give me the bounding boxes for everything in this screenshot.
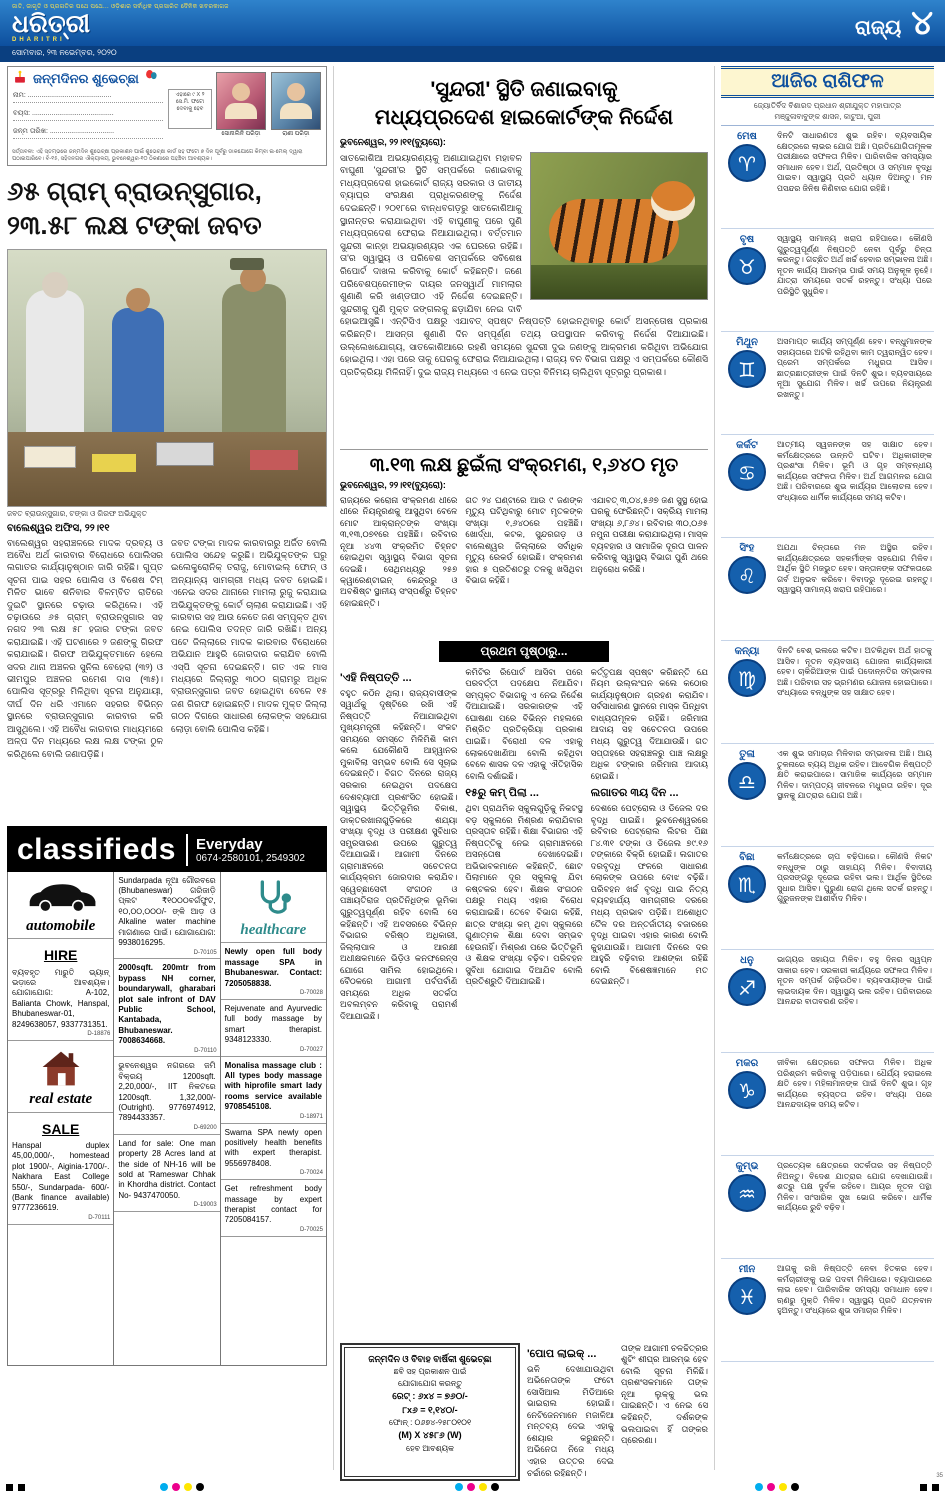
birthday-fine-print: ସର୍ତ୍ତାବଳୀ: ଏହି ସ୍ତମ୍ଭରେ ଜନ୍ମଦିନ ଶୁଭେଚ୍ଛା ପ୍ରକାଶନ ପାଇଁ ଶୁଭେଚ୍ଛା କାର୍ଡ ସହ ଫଟୋ ୭ ଦିନ ପୂର୍ବରୁ ଡାକଯୋଗେ କିମ୍ବା ଇ-ମେଲ୍ ଦ୍ୱାରା ପଠାଇପାରିବେ। ବି-୧୫, ସହିଦନଗର ଐକ୍ୟାଳୟ, ଭୁବନେଶ୍ୱର-୧୦ ଠିକଣାରେ ପହଞ୍ଚିବା ଆବଶ୍ୟକ।	[12, 149, 303, 163]
continued-columns	[340, 667, 708, 1339]
sign-forecast: ଭାଗ୍ୟର ସହାୟତା ମିଳିବ। ବହୁ ଦିନର ସ୍ୱପ୍ନ ସାକାର ହେବ। ସରକାରୀ କାର୍ଯ୍ୟରେ ସଫଳତା ମିଳିବ। ନୂତନ ସମ୍ପର୍କ ଗଢ଼ିଉଠିବ। ବ୍ୟବସାୟୀଙ୍କ ପାଇଁ ଲାଭଦାୟକ ଦିନ। ସ୍ୱାସ୍ଥ୍ୟ ଭଲ ରହିବ। ପରିବାରରେ ଆନନ୍ଦର ବାତାବରଣ ରହିବ।	[777, 955, 932, 1007]
horoscope-credit	[721, 98, 934, 126]
hire-ad	[8, 939, 113, 1041]
covid-col2: ଗତ ୨୪ ଘଣ୍ଟାରେ ଆଉ ୯ ଜଣଙ୍କ ମୃତ୍ୟୁ ଘଟିଥିବାରୁ ମୋଟ ମୃତକଙ୍କ ସଂଖ୍ୟା ୧,୬୪୦ରେ ପହଞ୍ଚିଛି। ଖୋର୍ଦ୍ଧା, କଟକ, ସୁନ୍ଦରଗଡ଼ ଓ ବାଲେଶ୍ୱର ଜିଲ୍ଲାରେ ସର୍ବାଧିକ ମୃତ୍ୟୁ ରେକର୍ଡ ହୋଇଛି। ସଂକ୍ରମଣ ହାର ୫ ପ୍ରତିଶତରୁ ତଳକୁ ଖସିଥିବା ବିଭାଗ କହିଛି।	[465, 494, 583, 585]
masthead-tagline: ଜାତି, ଜାଗୃତି ଓ ପ୍ରଗତିର ପଥେ ପଥେ... ଓଡ଼ିଶାର ସର୍ବାଧିକ ପ୍ରସାରିତ ଦୈନିକ ଖବରକାଗଜ	[12, 3, 229, 10]
covid-headline: ୩.୧୩ ଲକ୍ଷ ଛୁଇଁଲା ସଂକ୍ରମଣ, ୧,୬୪୦ ମୃତ	[369, 454, 679, 476]
ad-code: D-70105	[193, 949, 217, 956]
ad-text: ଭୁବନେଶ୍ୱର ନଗରରେ ଜମି ବିକ୍ରୟ 1200sqft. 2,20,000/-, IIT ନିକଟରେ 1200sqft. 1,32,000/- (Outright). 9776974912, 7894433357.	[118, 1061, 216, 1123]
cancer-icon: ♋	[728, 453, 766, 491]
horoscope-entry-capricorn	[721, 1053, 934, 1156]
leo-icon: ♌	[728, 556, 766, 594]
healthcare-ad-4	[221, 1124, 326, 1181]
continued-body-b1: କମିଟିର ରିପୋର୍ଟ ଆସିବା ପରେ ପରବର୍ତ୍ତୀ ପଦକ୍ଷେପ ନିଆଯିବ। ସମ୍ପୃକ୍ତ ବିଭାଗକୁ ଏ ନେଇ ନିର୍ଦ୍ଦେଶ ଦିଆଯାଇଛି। ସରକାରଙ୍କ ଏହି ଘୋଷଣା ପରେ ବିଭିନ୍ନ ମହଲରେ ମିଶ୍ରିତ ପ୍ରତିକ୍ରିୟା ପ୍ରକାଶ ପାଇଛି। ବିରୋଧୀ ଦଳ ଏହାକୁ ଲୋକଦେଖାଣିଆ ବୋଲି କହିଥିବା ବେଳେ ଶାସକ ଦଳ ଏହାକୁ ଐତିହାସିକ ବୋଲି ଦର୍ଶାଇଛି।	[465, 666, 583, 781]
sign-forecast: ଆତ୍ମୀୟ ସ୍ୱଜନଙ୍କ ସହ ସାକ୍ଷାତ ହେବ। କର୍ମକ୍ଷେତ୍ରରେ ଉନ୍ନତି ଘଟିବ। ଅଧିକାରୀଙ୍କ ପ୍ରଶଂସା ମିଳିବ। ଭୂମି ଓ ଗୃହ ସମ୍ବନ୍ଧୀୟ କାର୍ଯ୍ୟରେ ସଫଳତା ମିଳିବ। ଅର୍ଥ ଆଗମନର ଯୋଗ ଅଛି। ପରିବାରରେ ଶୁଭ କାର୍ଯ୍ୟର ଆଲୋଚନା ହେବ। ସଂଧ୍ୟାରେ ଧାର୍ମିକ କାର୍ଯ୍ୟରେ ସମୟ କଟିବ।	[777, 440, 932, 502]
tiger-headline-line2: ମଧ୍ୟପ୍ରଦେଶ ହାଇକୋର୍ଟଙ୍କ ନିର୍ଦ୍ଦେଶ	[374, 106, 674, 130]
ad-text: Swarna SPA newly open positively health benefits with expert therapist. 9556978408.	[224, 1127, 322, 1168]
sign-name: କୁମ୍ଭ	[735, 1161, 759, 1172]
healthcare-category	[221, 872, 326, 944]
ad-code: D-70025	[299, 1226, 323, 1233]
classifieds-everyday: Everyday	[195, 835, 263, 853]
birthday-wishes-box	[7, 66, 327, 166]
healthcare-ad-2	[221, 1000, 326, 1057]
cmyk-dots	[455, 1483, 499, 1491]
balloon-icon	[145, 70, 157, 87]
capricorn-icon: ♑	[728, 1071, 766, 1109]
classifieds-col-property	[114, 872, 220, 1365]
lead-headline	[7, 175, 327, 243]
sign-forecast: ଏକ ଶୁଭ ସମାଚାର ମିଳିବାର ସମ୍ଭାବନା ଅଛି। ଆୟ ତୁଳନାରେ ବ୍ୟୟ ଅଧିକ ରହିବ। ଆବେଗିକ ନିଷ୍ପତ୍ତି କ୍ଷତି କରାଇପାରେ। ସାମାଜିକ କାର୍ଯ୍ୟରେ ସମ୍ମାନ ମିଳିବ। ଦାମ୍ପତ୍ୟ ଜୀବନରେ ମଧୁରତା ରହିବ। ଦୂର ସ୍ଥାନକୁ ଯାତ୍ରାର ଯୋଗ ଅଛି।	[777, 749, 932, 801]
property-ad-2	[114, 959, 219, 1057]
horoscope-entry-cancer	[721, 435, 934, 538]
horoscope-entry-virgo	[721, 641, 934, 744]
birthday-field-name: ନାମ: ...........................................	[13, 92, 163, 103]
sale-label: SALE	[41, 1120, 80, 1137]
page-number: ୪	[911, 4, 933, 42]
center-column	[333, 66, 715, 1478]
taurus-icon: ♉	[728, 247, 766, 285]
notice-line: ଫୋନ୍ : ୦୬୭୪-୨୫୮୦୧୦୧	[388, 1418, 472, 1428]
continued-head-b: ୧୫ରୁ କମ୍ ପିଲା ...	[465, 787, 539, 800]
classifieds-banner	[7, 828, 327, 872]
newspaper-logo: ଧରିତ୍ରୀ	[12, 9, 91, 38]
virgo-icon: ♍	[728, 659, 766, 697]
birthday-photo-1-image	[216, 72, 266, 130]
continued-body-bottom1: ଭଳି ଦେଖାଯାଉଥିବା ଅଭିନେତାଙ୍କ ଫଟୋ ସୋସିଆଲ ମିଡିଆରେ ଭାଇରାଲ ହୋଇଛି। ନେଟିଜେନମାନେ ମଜାଳିଆ ମନ୍ତବ୍ୟ ଦେଇ ଏହାକୁ ଶେୟାର କରୁଛନ୍ତି। ଅଭିନେତା ନିଜେ ମଧ୍ୟ ଏହାର ଉତ୍ତର ଦେଇ ଚର୍ଚ୍ଚାରେ ରହିଛନ୍ତି।	[527, 1363, 614, 1478]
sign-forecast: କର୍ମକ୍ଷେତ୍ରରେ ଚାପ ବଢ଼ିପାରେ। କୌଣସି ନିକଟ ବନ୍ଧୁଙ୍କ ଠାରୁ ସାହାଯ୍ୟ ମିଳିବ। ବିବାଦୀୟ ପ୍ରସଙ୍ଗରୁ ଦୂରେଇ ରହିବା ଭଲ। ଆର୍ଥିକ ସ୍ଥିତିରେ ସୁଧାର ଆସିବ। ପୁରୁଣା ରୋଗ ଥିଲେ ସତର୍କ ରହନ୍ତୁ। ଗୁରୁଜନଙ୍କ ଆଶୀର୍ବାଦ ମିଳିବ।	[777, 852, 932, 904]
divider	[340, 449, 708, 450]
classifieds-title: classifieds	[17, 832, 176, 866]
continued-head-c: ଲଗାତର ୩ୟ ଦିନ ...	[590, 787, 679, 800]
birthday-photos	[216, 72, 321, 138]
sale-ad-text: Hanspal duplex 45,00,000/-, homestead plot 1900/-, Aiginia-1700/-. Nakhara East College 550/-, Sundarpada- 600/- (Bank finance available) 9777236619.	[12, 1141, 110, 1213]
reg-square	[920, 1484, 927, 1491]
hire-ad-text: ବ୍ୟବହୃତ ମାରୁତି ଭ୍ୟାନ୍ ଭଡ଼ାରେ ଆବଶ୍ୟକ। ଯୋଗାଯୋଗ: A-102, Balianta Chowk, Hanspal, Bhubaneswar-01, 8249638057, 9337731351.	[12, 967, 110, 1029]
sign-forecast: ଦିନଟି ବେଶ୍ ଭଲରେ କଟିବ। ଅଟକିଥିବା ଅର୍ଥ ହାତକୁ ଆସିବ। ନୂତନ ବ୍ୟବସାୟ ଯୋଜନା କାର୍ଯ୍ୟକାରୀ ହେବ। ଚାକିରିଆଙ୍କ ପାଇଁ ପଦୋନ୍ନତିର ସମ୍ଭାବନା ଅଛି। ପରିବାର ସହ ଭ୍ରମଣର ଯୋଜନା ହୋଇପାରେ। ସଂଧ୍ୟାରେ ବନ୍ଧୁଙ୍କ ସହ ସାକ୍ଷାତ ହେବ।	[777, 646, 932, 698]
birthday-field-age: ବୟସ: ..........................................	[13, 110, 163, 121]
healthcare-label: healthcare	[240, 921, 307, 938]
horoscope-entry-leo	[721, 538, 934, 641]
automobile-category	[8, 872, 113, 940]
notice-line: ରେଟ୍ : ୬x୪ = ୭୬୦/-	[392, 1391, 468, 1402]
notice-line: ଯୋଗାଯୋଗ କରନ୍ତୁ	[397, 1379, 463, 1389]
horoscope-entry-aquarius	[721, 1156, 934, 1259]
reg-square	[932, 1484, 939, 1491]
birthday-photo-1-name: ସୋନାଲିନି ପରିଡ଼ା	[221, 131, 261, 137]
ad-code: D-69200	[193, 1125, 217, 1131]
continued-body-c1: କର୍ତ୍ତୃପକ୍ଷ ସ୍ପଷ୍ଟ କରିଛନ୍ତି ଯେ ନିୟମ ଉଲ୍ଲଂଘନ କଲେ କଠୋର କାର୍ଯ୍ୟାନୁଷ୍ଠାନ ଗ୍ରହଣ କରାଯିବ। ସର୍ବସାଧାରଣ ସ୍ଥାନରେ ମାସ୍କ ପିନ୍ଧିବା ବାଧ୍ୟତାମୂଳକ ରହିଛି। ଜରିମାନା ଆଦାୟ ସହ ସଚେତନତା ଉପରେ ମଧ୍ୟ ଗୁରୁତ୍ୱ ଦିଆଯାଉଛି। ଗତ ସପ୍ତାହରେ ସହରାଞ୍ଚଳରୁ ପାଞ୍ଚ ଲକ୍ଷରୁ ଅଧିକ ଟଙ୍କାର ଜରିମାନା ଆଦାୟ ହୋଇଛି।	[590, 666, 708, 781]
lead-photo-caption: ଜବତ ବ୍ରାଉନ୍‌ସୁଗାର, ଟଙ୍କା ଓ ଗିରଫ ଅଭିଯୁକ୍ତ	[7, 508, 147, 518]
sign-name: ମିଥୁନ	[736, 337, 758, 348]
classifieds-col-healthcare	[221, 872, 326, 1365]
left-column	[7, 66, 327, 1470]
tiger-photo	[530, 152, 708, 300]
covid-body	[340, 495, 708, 635]
masthead-right	[855, 6, 933, 40]
press-page-code: 35	[936, 1473, 943, 1479]
lead-body-col2: ଜବତ ଟଙ୍କା ମାଦକ କାରବାରରୁ ଅର୍ଜିତ ବୋଲି ପୋଲିସ ସନ୍ଦେହ କରୁଛି। ଅଭିଯୁକ୍ତଙ୍କ ଘରୁ ଇଲେକ୍ଟ୍ରୋନିକ୍ ତରାଜୁ, ମୋବାଇଲ୍ ଫୋନ୍ ଓ ଅନ୍ୟାନ୍ୟ ସାମଗ୍ରୀ ମଧ୍ୟ ଜବତ ହୋଇଛି। ଏନେଇ ସଦର ଥାନାରେ ମାମଲା ରୁଜୁ କରାଯାଇ ଅଭିଯୁକ୍ତଙ୍କୁ କୋର୍ଟ ଚାଲାଣ କରାଯାଇଛି। ଏହି କାରବାର ସହ ଆଉ କେତେ ଜଣ ସମ୍ପୃକ୍ତ ଥିବା ନେଇ ପୋଲିସ ତଦନ୍ତ ଜାରି ରଖିଛି। ଅନ୍ୟ ପଟେ ଜିଲ୍ଲାରେ ମାଦକ କାରବାର ବିରୋଧରେ ଅଭିଯାନ ଆହୁରି ଜୋରଦାର କରାଯିବ ବୋଲି ଏସ୍‌ପି ସୂଚନା ଦେଇଛନ୍ତି। ଗତ ଏକ ମାସ ମଧ୍ୟରେ ଜିଲ୍ଲାରୁ ୩୦୦ ଗ୍ରାମରୁ ଅଧିକ ବ୍ରାଉନ୍‌ସୁଗାର ଜବତ ହୋଇଥିବା ବେଳେ ୧୫ ଜଣ ଗିରଫ ହୋଇଛନ୍ତି। ମାଦକ ମୁକ୍ତ ଜିଲ୍ଲା ଗଠନ ଦିଗରେ ସାଧାରଣ ଲୋକଙ୍କ ସହଯୋଗ ଲୋଡ଼ା ବୋଲି ପୋଲିସ କହିଛି।	[171, 537, 327, 734]
ad-text: Sundarpada ନୂଆ ଗୌରବରେ (Bhubaneswar) ଗରିଜାଡ଼ି ପ୍ଲଟ ₹୧୦୦୦ବର୍ଗଫୁଟ, ୧୦,୦୦,୦୦୦/- ଙ୍କି ଆଡ଼ ଓ Alkaline water machine ମାଗଣାରେ ପାଇଁ। ଯୋଗାଯୋଗ: 9938016295.	[118, 875, 216, 947]
greetings-notice-box	[340, 1343, 520, 1481]
automobile-label: automobile	[26, 917, 96, 934]
birthday-photo-2-name: ରାଣୀ ପରିଡ଼ା	[282, 131, 310, 137]
healthcare-ad-1	[221, 943, 326, 1000]
continued-bottom-col2	[621, 1343, 708, 1481]
horoscope-credit-line1: ଜ୍ୟୋତିର୍ବିଦ ବିଶାରଦ ପ୍ରଧାନ ଶ୍ରୀଯୁକ୍ତ ମହାପାତ୍ର	[753, 101, 902, 110]
page-content	[0, 62, 945, 1478]
continued-head-bottom: 'ପୋପ ଲାଇକ୍ ...	[527, 1347, 597, 1360]
continued-col-b	[465, 667, 582, 1339]
ad-text: 2000sqft. 200mtr from bypass NH corner, boundarywall, gharabari plot sale infront of DAV Public School, Kantabada, Bhubaneswar. 7008634668.	[118, 963, 216, 1046]
lead-headline-line2: ୨୩.୫୮ ଲକ୍ଷ ଟଙ୍କା ଜବତ	[7, 209, 262, 240]
issue-date: ସୋମବାର, ୨୩ ନଭେମ୍ବର, ୨୦୨୦	[12, 48, 117, 57]
ad-code: D-70027	[299, 1046, 323, 1053]
house-icon	[38, 1080, 84, 1089]
ad-code: D-70028	[299, 990, 323, 997]
ad-code: D-18971	[299, 1113, 323, 1120]
birthday-photo-2-image	[271, 72, 321, 130]
notice-line: (M) X ୪୫୮୬ (W)	[398, 1430, 462, 1441]
sign-name: ଧନୁ	[740, 955, 754, 966]
sign-name: ମକର	[735, 1058, 759, 1069]
continued-body-bottom2: ତାଙ୍କ ଆଗାମୀ ଚଳଚ୍ଚିତ୍ରର ଶୁଟିଂ ଶୀଘ୍ର ଆରମ୍ଭ ହେବ ବୋଲି ସୂଚନା ମିଳିଛି। ପ୍ରଶଂସକମାନେ ତାଙ୍କ ନୂଆ ଲୁକ୍‌କୁ ଭଲ ପାଇଛନ୍ତି। ଏ ନେଇ ସେ କହିଛନ୍ତି, ଦର୍ଶକଙ୍କ ଭଲପାଇବା ହିଁ ତାଙ୍କର ପ୍ରେରଣା।	[621, 1342, 708, 1446]
sign-forecast: ସ୍ୱାସ୍ଥ୍ୟ ସାମାନ୍ୟ ଖରାପ ରହିପାରେ। କୌଣସି ଗୁରୁତ୍ୱପୂର୍ଣ୍ଣ ନିଷ୍ପତ୍ତି ନେବା ପୂର୍ବରୁ ଚିନ୍ତା କରନ୍ତୁ। ଗଚ୍ଛିତ ଅର୍ଥ ଖର୍ଚ୍ଚ ହେବାର ସମ୍ଭାବନା ଅଛି। ନୂତନ କାର୍ଯ୍ୟ ଆରମ୍ଭ ପାଇଁ ସମୟ ଅନୁକୂଳ ନୁହେଁ। ଯାତ୍ରା ସମୟରେ ସତର୍କ ରହନ୍ତୁ। ସଂଧ୍ୟା ପରେ ପରିସ୍ଥିତି ସୁଧୁରିବ।	[777, 234, 932, 296]
cmyk-dots	[755, 1483, 799, 1491]
ad-text: Monalisa massage club : All types body massage with hiprofile smart lady rooms service available 9708545108.	[224, 1060, 322, 1112]
sagittarius-icon: ♐	[728, 968, 766, 1006]
center-bottom-row	[340, 1343, 708, 1481]
continued-body-b2: ଥିବା ପ୍ରାଥମିକ ସ୍କୁଲଗୁଡ଼ିକୁ ନିକଟସ୍ଥ ବଡ଼ ସ୍କୁଲରେ ମିଶ୍ରଣ କରାଯିବାର ପ୍ରସ୍ତାବ ରହିଛି। ଶିକ୍ଷା ବିଭାଗର ଏହି ନିଷ୍ପତ୍ତିକୁ ନେଇ ଗ୍ରାମାଞ୍ଚଳରେ ଅସନ୍ତୋଷ ଦେଖାଦେଇଛି। ଅଭିଭାବକମାନେ କହିଛନ୍ତି, ଛୋଟ ପିଲାମାନେ ଦୂର ସ୍କୁଲକୁ ଯିବା କଷ୍ଟକର ହେବ। ଶିକ୍ଷକ ସଂଗଠନ ପକ୍ଷରୁ ମଧ୍ୟ ଏହାର ବିରୋଧ କରାଯାଇଛି। ତେବେ ବିଭାଗ କହିଛି, ଛାତ୍ର ସଂଖ୍ୟା କମ୍ ଥିବା ସ୍କୁଲରେ ଗୁଣାତ୍ମକ ଶିକ୍ଷା ଦେବା ସମ୍ଭବ ହେଉନାହିଁ। ମିଶ୍ରଣ ପରେ ଭିତ୍ତିଭୂମି ଓ ଶିକ୍ଷକ ସଂଖ୍ୟା ବଢ଼ିବ। ପରିବହନ ସୁବିଧା ଯୋଗାଇ ଦିଆଯିବ ବୋଲି ପ୍ରତିଶ୍ରୁତି ଦିଆଯାଇଛି।	[465, 803, 583, 987]
tiger-article	[340, 152, 708, 444]
birthday-photo-2	[271, 72, 321, 138]
pisces-icon: ♓	[728, 1277, 766, 1315]
classifieds-section	[7, 826, 327, 1366]
ad-text: Get refreshment body massage by expert therapist contact for 7205084157.	[224, 1184, 322, 1225]
hire-label: HIRE	[43, 947, 78, 964]
lead-body-col1: ବାଲେଶ୍ୱର ସହରାଞ୍ଚଳରେ ମାଦକ ଦ୍ରବ୍ୟ ଓ ଅବୈଧ ଅର୍ଥ କାରବାର ବିରୋଧରେ ପୋଲିସର ଲଗାତର କାର୍ଯ୍ୟାନୁଷ୍ଠାନ ଜାରି ରହିଛି। ଗୁପ୍ତ ସୂଚନା ପାଇ ସହର ପୋଲିସ ଓ ବିଶେଷ ଟିମ୍ ମିଳିତ ଭାବେ ଶନିବାର ବିଳମ୍ବିତ ରାତିରେ ଦୁଇଟି ସ୍ଥାନରେ ଚଢ଼ାଉ କରିଥିଲେ। ଏହି ଚଢ଼ାଉରେ ୬୫ ଗ୍ରାମ୍ ବ୍ରାଉନ୍‌ସୁଗାର ସହ ନଗଦ ୨୩ ଲକ୍ଷ ୫୮ ହଜାର ଟଙ୍କା ଜବତ କରାଯାଇଛି। ଏହି ଘଟଣାରେ ୨ ଜଣଙ୍କୁ ଗିରଫ କରାଯାଇଛି। ଗିରଫ ଅଭିଯୁକ୍ତମାନେ ହେଲେ ସଦର ଥାନା ଅଞ୍ଚଳର ସୁନିଲ ବେହେରା (୩୨) ଓ ଭୀମପୁର ଅଞ୍ଚଳର ରମେଶ ଦାସ (୩୫)। ପୋଲିସ ସୂତ୍ରରୁ ମିଳିଥିବା ସୂଚନା ଅନୁଯାୟୀ, ଦୀର୍ଘ ଦିନ ଧରି ଏମାନେ ସହରର ବିଭିନ୍ନ ସ୍ଥାନରେ ବ୍ରାଉନ୍‌ସୁଗାର କାରବାର କରି ଆସୁଥିଲେ। ଏହି ଅବୈଧ କାରବାର ମାଧ୍ୟମରେ ଅଳ୍ପ ଦିନ ମଧ୍ୟରେ ଲକ୍ଷ ଲକ୍ଷ ଟଙ୍କା ଠୁଳ କରିଥିଲେ ବୋଲି ଜଣାପଡ଼ିଛି।	[7, 537, 163, 759]
notice-line: ହେବ ଆବଶ୍ୟକ	[405, 1443, 454, 1453]
sign-name: ବିଛା	[739, 852, 755, 863]
sign-forecast: ଜୀବିକା କ୍ଷେତ୍ରରେ ସଫଳତା ମିଳିବ। ଅଧିକ ପରିଶ୍ରମ କରିବାକୁ ପଡ଼ିପାରେ। ଧୈର୍ଯ୍ୟ ହରାଇଲେ କ୍ଷତି ହେବ। ମହିଳାମାନଙ୍କ ପାଇଁ ଦିନଟି ଶୁଭ। ଗୃହ କାର୍ଯ୍ୟରେ ବ୍ୟସ୍ତତା ରହିବ। ସଂଧ୍ୟା ପରେ ଆନନ୍ଦଦାୟକ ସମୟ କଟିବ।	[777, 1058, 932, 1110]
sign-name: କନ୍ୟା	[734, 646, 760, 657]
property-ad-4	[114, 1135, 219, 1212]
reg-square	[18, 1484, 25, 1491]
ad-code: D-70110	[194, 1047, 217, 1054]
libra-icon: ♎	[728, 762, 766, 800]
sign-name: ସିଂହ	[739, 543, 755, 554]
sign-name: ବୃଷ	[739, 234, 755, 245]
continued-col-a	[340, 667, 457, 1339]
property-ad-1	[114, 872, 219, 960]
print-registration-marks	[0, 1483, 945, 1493]
healthcare-ad-3	[221, 1057, 326, 1124]
section-label: ରାଜ୍ୟ	[854, 17, 902, 39]
sign-name: କର୍କଟ	[736, 440, 758, 451]
tiger-para2: ଜଣେ ପରିବେଶପ୍ରେମୀଙ୍କ ଦାୟର ଜନସ୍ୱାର୍ଥ ମାମଲାର ଶୁଣାଣି କରି ଖଣ୍ଡପୀଠ ଏହି ନିର୍ଦ୍ଦେଶ ଦେଇଛନ୍ତି। ସୁନ୍ଦରୀକୁ ପୁଣି ମୁକ୍ତ ଜଙ୍ଗଲକୁ ଛଡ଼ାଯିବା ନେଇ ଦାବି ହୋଇଆସୁଛି। ଏନ୍‌ଟିସିଏ ପକ୍ଷରୁ ଏଯାବତ୍ ସ୍ପଷ୍ଟ ନିଷ୍ପତ୍ତି ହୋଇନଥିବାରୁ କୋର୍ଟ ଅସନ୍ତୋଷ ପ୍ରକାଶ କରିଛନ୍ତି। ଆସନ୍ତା ଶୁଣାଣି ଦିନ ସମ୍ପୂର୍ଣ୍ଣ ତଥ୍ୟ ଉପସ୍ଥାପନ କରିବାକୁ ନିର୍ଦ୍ଦେଶ ଦିଆଯାଇଛି। ଉଲ୍ଲେଖଯୋଗ୍ୟ, ସାତକୋଶିଆରେ ରହଣି ସମୟରେ ସୁନ୍ଦରୀ ଦୁଇ ଜଣଙ୍କୁ ଆକ୍ରମଣ କରିଥିବା ଅଭିଯୋଗ ହୋଇଥିଲା। ଏହା ପରେ ତାକୁ ଘେରକୁ ଫେରାଇ ନିଆଯାଇଥିଲା। ରାଜ୍ୟ ବନ ବିଭାଗ ପକ୍ଷରୁ ଏ ସମ୍ପର୍କରେ କୌଣସି ପ୍ରତିକ୍ରିୟା ମିଳିନାହିଁ। ଦୁଇ ରାଜ୍ୟ ମଧ୍ୟରେ ଏ ନେଇ ପତ୍ର ବିନିମୟ ଚାଲିଥିବା ସୂତ୍ରରୁ ପ୍ରକାଶ।	[340, 266, 708, 377]
horoscope-entry-aries	[721, 126, 934, 229]
ad-text: Rejuvenate and Ayurvedic full body massage by smart therapist. 9348123330.	[224, 1004, 322, 1045]
birthday-form	[13, 92, 163, 139]
sign-forecast: ଆଗକୁ ରଖି ନିଷ୍ପତ୍ତି ନେବା ହିତକର ହେବ। କର୍ମଚାରୀଙ୍କୁ ଉଚ୍ଚ ପଦବୀ ମିଳିପାରେ। ବ୍ୟାପାରରେ ଲାଭ ହେବ। ପାରିବାରିକ ସମସ୍ୟା ସମାଧାନ ହେବ। ଋଣରୁ ମୁକ୍ତି ମିଳିବ। ସ୍ୱାସ୍ଥ୍ୟ ପ୍ରତି ଯତ୍ନବାନ ହୁଅନ୍ତୁ। ସଂଧ୍ୟାରେ ଶୁଭ ସମାଚାର ମିଳିବ।	[777, 1264, 932, 1316]
notice-line: ୮x୬ = ୧,୧୪୦/-	[402, 1404, 458, 1415]
notice-line: ଛବି ସହ ପ୍ରକାଶନ ପାଇଁ	[393, 1367, 467, 1377]
sign-forecast: ଅଯଥା ଚିନ୍ତାରେ ମନ ଅସ୍ଥିର ରହିବ। କାର୍ଯ୍ୟକ୍ଷେତ୍ରରେ ସହକର୍ମୀଙ୍କ ସହଯୋଗ ମିଳିବ। ଆର୍ଥିକ ସ୍ଥିତି ମଜଭୁତ ହେବ। ସନ୍ତାନଙ୍କ ସଫଳତାରେ ଗର୍ବ ଅନୁଭବ କରିବେ। ବିବାଦରୁ ଦୂରେଇ ରହନ୍ତୁ। ସ୍ୱାସ୍ଥ୍ୟ ସାମାନ୍ୟ ଖରାପ ରହିପାରେ।	[777, 543, 932, 595]
covid-col1: ରାଜ୍ୟରେ କରୋନା ସଂକ୍ରମଣ ଧୀରେ ଧୀରେ ନିୟନ୍ତ୍ରଣକୁ ଆସୁଥିବା ବେଳେ ମୋଟ ଆକ୍ରାନ୍ତଙ୍କ ସଂଖ୍ୟା ୩,୧୩,୦୭୧ରେ ପହଞ୍ଚିଛି। ରବିବାର ନୂଆ ୪୪୩ ସଂକ୍ରମିତ ଚିହ୍ନଟ ହୋଇଥିବା ସ୍ୱାସ୍ଥ୍ୟ ବିଭାଗ ସୂଚନା ଦେଇଛି। ସେଥିମଧ୍ୟରୁ ୨୫୭ କ୍ୱାରେଣ୍ଟାଇନ୍ କେନ୍ଦ୍ରରୁ ଓ ଅବଶିଷ୍ଟ ସ୍ଥାନୀୟ ସଂସ୍ପର୍ଶରୁ ଚିହ୍ନଟ ହୋଇଛନ୍ତି।	[340, 494, 458, 608]
continued-body-a: ବହୁତ କଠିନ ଥିଲା। ରାଜ୍ୟବାସୀଙ୍କ ସ୍ୱାର୍ଥକୁ ଦୃଷ୍ଟିରେ ରଖି ଏହି ନିଷ୍ପତ୍ତି ନିଆଯାଇଥିବା ମୁଖ୍ୟମନ୍ତ୍ରୀ କହିଛନ୍ତି। ସଂକଟ ସମୟରେ ସମସ୍ତେ ମିଳିମିଶି କାମ କଲେ ଯେକୌଣସି ଆହ୍ୱାନର ମୁକାବିଲା ସମ୍ଭବ ବୋଲି ସେ ସୂଚାଇ ଦେଇଛନ୍ତି। ବିଗତ ଦିନରେ ରାଜ୍ୟ ସରକାର ନେଇଥିବା ପଦକ୍ଷେପ ଦେଶବ୍ୟାପୀ ପ୍ରଶଂସିତ ହୋଇଛି। ସ୍ୱାସ୍ଥ୍ୟ ଭିତ୍ତିଭୂମିର ବିକାଶ, ଡାକ୍ତରଖାନାଗୁଡ଼ିକରେ ଶଯ୍ୟା ସଂଖ୍ୟା ବୃଦ୍ଧି ଓ ପରୀକ୍ଷଣ ସୁବିଧାର ସମ୍ପ୍ରସାରଣ ଉପରେ ଗୁରୁତ୍ୱ ଦିଆଯାଇଛି। ଆଗାମୀ ଦିନରେ ଗ୍ରାମାଞ୍ଚଳରେ ସଚେତନତା କାର୍ଯ୍ୟକ୍ରମ ଜୋରଦାର କରାଯିବ। ସ୍ୱେଚ୍ଛାସେବୀ ସଂଗଠନ ଓ ପଞ୍ଚାୟତିରାଜ ପ୍ରତିନିଧିଙ୍କ ଭୂମିକା ଗୁରୁତ୍ୱପୂର୍ଣ୍ଣ ରହିବ ବୋଲି ସେ କହିଛନ୍ତି। ଏହି ଅବସରରେ ବିଭିନ୍ନ ବିଭାଗର ବରିଷ୍ଠ ଅଧିକାରୀ, ଜିଲ୍ଲାପାଳ ଓ ଆରକ୍ଷୀ ଅଧୀକ୍ଷକମାନେ ଭିଡ଼ିଓ କନଫରେନ୍ସ ଯୋଗେ ସାମିଲ ହୋଇଥିଲେ। ବୈଠକରେ ଆଗାମୀ ପର୍ବପର୍ବାଣି ସମୟରେ ଅଧିକ ସତର୍କତା ଅବଲମ୍ବନ କରିବାକୁ ପରାମର୍ଶ ଦିଆଯାଇଛି।	[340, 687, 458, 1021]
masthead	[0, 0, 945, 46]
continued-col-c	[591, 667, 708, 1339]
sign-name: ମେଷ	[737, 131, 757, 142]
reg-square	[6, 1484, 13, 1491]
covid-col3: ଏଯାବତ୍ ୩,୦୪,୫୬୭ ଜଣ ସୁସ୍ଥ ହୋଇ ଘରକୁ ଫେରିଛନ୍ତି। ସକ୍ରିୟ ମାମଲା ସଂଖ୍ୟା ୬,୮୬୪। ରବିବାର ୩୦,୦୬୫ ନମୁନା ପରୀକ୍ଷା କରାଯାଇଥିଲା। ମାସ୍କ ବ୍ୟବହାର ଓ ସାମାଜିକ ଦୂରତା ପାଳନ କରିବାକୁ ସ୍ୱାସ୍ଥ୍ୟ ବିଭାଗ ପୁଣି ଥରେ ଅନୁରୋଧ କରିଛି।	[590, 494, 708, 574]
continued-body-c2: ଦେଶରେ ପେଟ୍ରୋଲ ଓ ଡିଜେଲ ଦର ବୃଦ୍ଧି ପାଇଛି। ଭୁବନେଶ୍ୱରରେ ରବିବାର ପେଟ୍ରୋଲ ଲିଟର ପିଛା ୮୪.୩୧ ଟଙ୍କା ଓ ଡିଜେଲ ୭୯.୧୬ ଟଙ୍କାରେ ବିକ୍ରି ହୋଇଛି। ଲଗାତର ଦରବୃଦ୍ଧି ଫଳରେ ସାଧାରଣ ଲୋକଙ୍କ ଉପରେ ବୋଝ ବଢ଼ିଛି। ପରିବହନ ଖର୍ଚ୍ଚ ବୃଦ୍ଧି ପାଇ ନିତ୍ୟ ବ୍ୟବହାର୍ଯ୍ୟ ସାମଗ୍ରୀର ଦରରେ ମଧ୍ୟ ପ୍ରଭାବ ପଡ଼ିଛି। ଅଶୋଧିତ ତୈଳ ଦର ଅନ୍ତର୍ଜାତୀୟ ବଜାରରେ ବୃଦ୍ଧି ପାଇବା ଏହାର କାରଣ ବୋଲି କୁହାଯାଉଛି। ଆଗାମୀ ଦିନରେ ଦର ଆହୁରି ବଢ଼ିବାର ଆଶଙ୍କା ରହିଛି ବୋଲି ବିଶେଷଜ୍ଞମାନେ ମତ ଦେଇଛନ୍ତି।	[590, 803, 708, 987]
lead-body	[7, 537, 327, 819]
photo-size-note: ଏହାରେ ୯ X ୨ ସେ.ମି. ଫଟୋ ଦେବାକୁ ହେବ	[168, 89, 212, 129]
ad-code: D-70024	[299, 1170, 323, 1177]
aries-icon: ♈	[728, 144, 766, 182]
continued-bottom-col1	[527, 1343, 614, 1481]
horoscope-column	[721, 66, 934, 1470]
horoscope-entry-scorpio	[721, 847, 934, 950]
ad-code: D-70111	[88, 1215, 111, 1222]
horoscope-entry-pisces	[721, 1259, 934, 1362]
horoscope-entry-sagittarius	[721, 950, 934, 1053]
cmyk-dots	[160, 1483, 204, 1491]
ad-code: D-18876	[87, 1031, 111, 1038]
continued-head-a: 'ଏହି ନିଷ୍ପତ୍ତି ...	[340, 671, 412, 684]
date-strip	[0, 46, 945, 62]
horoscope-entry-libra	[721, 744, 934, 847]
sign-forecast: ଦିନଟି ସାଧାରଣତଃ ଶୁଭ ରହିବ। ବ୍ୟବସାୟିକ କ୍ଷେତ୍ରରେ ଲାଭର ଯୋଗ ଅଛି। ପ୍ରତିଯୋଗିତାମୂଳକ ପରୀକ୍ଷାରେ ସଫଳତା ମିଳିବ। ପାରିବାରିକ ସମସ୍ୟାର ସମାଧାନ ହେବ। ଅର୍ଥ, ପ୍ରତିଷ୍ଠା ଓ ସମ୍ମାନ ବୃଦ୍ଧି ପାଇବ। ସ୍ୱାସ୍ଥ୍ୟ ପ୍ରତି ଧ୍ୟାନ ଦିଅନ୍ତୁ। ମନ ପସନ୍ଦର ଜିନିଷ କିଣିବାର ଯୋଗ ରହିଛି।	[777, 131, 932, 193]
ad-text: Newly open full body massage SPA in Bhubaneswar. Contact: 7205058838.	[224, 947, 322, 988]
notice-line: ଜନ୍ମଦିନ ଓ ବିବାହ ବାର୍ଷିକୀ ଶୁଭେଚ୍ଛା	[368, 1353, 492, 1364]
sign-name: ମୀନ	[738, 1264, 756, 1275]
tiger-dateline: ଭୁବନେଶ୍ୱର, ୨୨।୧୧(ବ୍ୟୁରୋ):	[340, 136, 446, 147]
lead-photo	[7, 249, 327, 507]
tiger-para1: ସାତକୋଶିଆ ଅଭୟାରଣ୍ୟକୁ ଅଣାଯାଇଥିବା ମହାବଳ ବାଘୁଣୀ 'ସୁନ୍ଦରୀ'ର ସ୍ଥିତି ସମ୍ପର୍କରେ ଜଣାଇବାକୁ ମଧ୍ୟପ୍ରଦେଶ ହାଇକୋର୍ଟ ରାଜ୍ୟ ସରକାର ଓ ଜାତୀୟ ବ୍ୟାଘ୍ର ସଂରକ୍ଷଣ ପ୍ରାଧିକରଣଙ୍କୁ ନିର୍ଦ୍ଦେଶ ଦେଇଛନ୍ତି। ୨୦୧୮ରେ ବାନ୍ଧବଗଡ଼ରୁ ସାତକୋଶିଆକୁ ସ୍ଥାନାନ୍ତର କରାଯାଇଥିବା ଏହି ବାଘୁଣୀକୁ ପରେ ପୁଣି ମଧ୍ୟପ୍ରଦେଶ ଫେରାଇ ନିଆଯାଇଥିଲା। ବର୍ତ୍ତମାନ ସୁନ୍ଦରୀ କାନ୍ହା ଅଭୟାରଣ୍ୟର ଏକ ଘେରରେ ରହିଛି। ତା'ର ସ୍ୱାସ୍ଥ୍ୟ ଓ ପରିବେଶ ସମ୍ପର୍କରେ ସବିଶେଷ ରିପୋର୍ଟ ଦାଖଲ କରିବାକୁ କୋର୍ଟ କହିଛନ୍ତି।	[340, 152, 522, 277]
sale-ad	[8, 1113, 113, 1225]
horoscope-credit-line2: ମଞ୍ଜୁଳାବାବୁଙ୍କ ଶାସନ, କାଟୁଆ, ପୁରୀ	[774, 111, 881, 121]
sign-forecast: ପ୍ରତ୍ୟେକ କ୍ଷେତ୍ରରେ ସତର୍କତାର ସହ ନିଷ୍ପତ୍ତି ନିଅନ୍ତୁ। ବିଦେଶ ଯାତ୍ରାର ଯୋଗ ଦେଖାଯାଉଛି। ଶତ୍ରୁ ପକ୍ଷ ଦୁର୍ବଳ ରହିବେ। ଆୟର ନୂତନ ପନ୍ଥା ମିଳିବ। ସାଂସାରିକ ସୁଖ ଭୋଗ କରିବେ। ଧାର୍ମିକ କାର୍ଯ୍ୟରେ ରୁଚି ବଢ଼ିବ।	[777, 1161, 932, 1213]
horoscope-entry-taurus	[721, 229, 934, 332]
horoscope-entry-gemini	[721, 332, 934, 435]
healthcare-ad-5	[221, 1180, 326, 1237]
classifieds-contact	[186, 834, 313, 866]
classifieds-col-categories	[8, 872, 114, 1365]
property-ad-3	[114, 1057, 219, 1134]
classifieds-phone: 0674-2580101, 2549302	[195, 852, 305, 864]
car-icon	[20, 907, 102, 916]
stethoscope-icon	[253, 911, 293, 920]
lead-headline-line1: ୬୫ ଗ୍ରାମ୍ ବ୍ରାଉନ୍‌ସୁଗାର,	[7, 176, 262, 206]
lead-dateline: ବାଲେଶ୍ୱର ଅଫିସ, ୨୨।୧୧	[7, 522, 110, 534]
birthday-title: ଜନ୍ମଦିନର ଶୁଭେଚ୍ଛା	[33, 70, 139, 86]
birthday-field-dob: ଜନ୍ମ ତାରିଖ: .................................	[13, 128, 163, 139]
covid-dateline: ଭୁବନେଶ୍ୱର, ୨୨।୧୧(ବ୍ୟୁରୋ):	[340, 479, 446, 490]
real-estate-category	[8, 1041, 113, 1113]
ad-code: D-19003	[193, 1202, 217, 1209]
gemini-icon: ♊	[728, 350, 766, 388]
classifieds-grid	[7, 872, 327, 1366]
scorpio-icon: ♏	[728, 865, 766, 903]
sign-forecast: ଅସମାପ୍ତ କାର୍ଯ୍ୟ ସମ୍ପୂର୍ଣ୍ଣ ହେବ। ବନ୍ଧୁମାନଙ୍କ ସହାୟତାରେ ଅଟକି ରହିଥିବା କାମ ତ୍ୱରାନ୍ୱିତ ହେବ। ପ୍ରେମ ସମ୍ପର୍କରେ ମଧୁରତା ଆସିବ। ଛାତ୍ରଛାତ୍ରୀଙ୍କ ପାଇଁ ଦିନଟି ଶୁଭ। ବ୍ୟବସାୟରେ ନୂଆ ସୁଯୋଗ ମିଳିବ। ଖର୍ଚ୍ଚ ଉପରେ ନିୟନ୍ତ୍ରଣ ରଖନ୍ତୁ।	[777, 337, 932, 399]
sign-name: ତୁଳା	[739, 749, 755, 760]
ad-text: Land for sale: One man property 28 Acres land at the side of NH-16 will be sold at 'Rameswar Chhak in Khordha district. Contact No- 9437470050.	[118, 1138, 216, 1200]
real-estate-label: real estate	[29, 1091, 93, 1108]
cake-icon	[13, 70, 27, 87]
tiger-headline	[340, 76, 708, 133]
aquarius-icon: ♒	[728, 1174, 766, 1212]
newspaper-logo-latin: DHARITRI	[12, 36, 65, 43]
horoscope-title: ଆଜିର ରାଶିଫଳ	[721, 66, 934, 98]
tiger-headline-line1: 'ସୁନ୍ଦରୀ' ସ୍ଥିତି ଜଣାଇବାକୁ	[430, 78, 618, 101]
masthead-left	[12, 4, 229, 43]
continued-banner: ପ୍ରଥମ ପୃଷ୍ଠାରୁ...	[439, 641, 609, 662]
birthday-photo-1	[216, 72, 266, 138]
